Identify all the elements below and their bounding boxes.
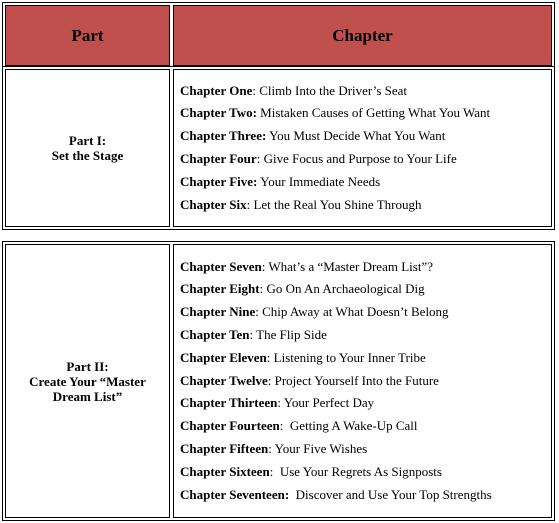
chapter-label: Chapter Six	[180, 196, 247, 212]
chapter-title: Mistaken Causes of Getting What You Want	[256, 105, 491, 121]
chapter-label: Chapter Sixteen	[180, 463, 270, 479]
chapter-label: Chapter Four	[180, 151, 257, 166]
chapter-label: Chapter Nine	[180, 304, 256, 320]
chapter-title: Discover and Use Your Top Strengths	[289, 486, 492, 502]
chapter-title: Your Perfect Day	[281, 395, 375, 411]
header-row	[5, 5, 552, 66]
chapter-item	[180, 370, 551, 393]
chapter-item	[180, 392, 551, 415]
chapter-separator: :	[279, 418, 284, 434]
part-two-title	[5, 244, 170, 518]
chapter-title: What’s a “Master Dream List”?	[265, 258, 433, 274]
chapter-item	[180, 171, 551, 194]
chapter-separator: :	[267, 372, 272, 388]
chapter-item	[180, 301, 551, 324]
chapter-item	[180, 484, 551, 507]
chapter-separator: :	[249, 327, 254, 342]
chapter-title: Let the Real You Shine Through	[250, 196, 422, 212]
chapter-title: Climb Into the Driver’s Seat	[255, 82, 408, 98]
chapter-item	[180, 461, 551, 484]
header-chapter: Chapter	[173, 5, 552, 66]
chapter-separator: :	[277, 395, 282, 411]
chapter-title: Use Your Regrets As Signposts	[273, 463, 442, 479]
chapter-label: Chapter One	[180, 82, 253, 98]
chapter-item	[180, 324, 551, 347]
chapter-label: Chapter Ten	[180, 327, 250, 342]
chapter-title: Your Immediate Needs	[257, 173, 381, 189]
chapter-separator: :	[256, 151, 261, 166]
chapter-item	[180, 125, 551, 148]
chapter-label: Chapter Three:	[180, 128, 267, 144]
chapter-title: Getting A Wake-Up Call	[283, 418, 418, 434]
chapter-label: Chapter Eleven	[180, 349, 267, 365]
chapter-label: Chapter Fourteen	[180, 418, 280, 434]
chapter-label: Chapter Seventeen:	[180, 486, 290, 502]
part-two-title-line3: Dream List”	[52, 388, 123, 404]
part-two-title-line1: Part II:	[66, 358, 109, 374]
chapter-item	[180, 80, 551, 103]
chapter-separator: :	[246, 196, 251, 212]
chapter-separator: :	[255, 304, 259, 320]
chapter-item	[180, 415, 551, 438]
part-two-table	[2, 241, 555, 521]
part-one-title-line2: Set the Stage	[51, 148, 124, 163]
part-one-title-line1: Part I:	[68, 133, 107, 148]
chapter-label: Chapter Thirteen	[180, 395, 278, 411]
chapter-separator: :	[252, 82, 256, 98]
chapter-item	[180, 347, 551, 370]
chapter-title: Chip Away at What Doesn’t Belong	[258, 304, 449, 320]
part-one-table	[2, 66, 555, 230]
chapter-label: Chapter Two:	[180, 105, 257, 121]
chapter-item	[180, 148, 551, 171]
chapter-label: Chapter Fifteen	[180, 440, 269, 456]
part-two-chapter-list	[173, 244, 552, 518]
chapter-separator: :	[268, 440, 272, 456]
chapter-label: Chapter Seven	[180, 258, 262, 274]
chapter-item	[180, 278, 551, 301]
chapter-item	[180, 194, 551, 217]
header-part: Part	[5, 5, 170, 66]
chapter-separator: :	[259, 281, 264, 297]
part-two-row	[5, 244, 552, 518]
part-one-chapter-list	[173, 69, 552, 227]
chapter-title: Listening to Your Inner Tribe	[270, 349, 426, 365]
chapter-title: Go On An Archaeological Dig	[263, 281, 425, 297]
part-one-title	[5, 69, 170, 227]
header-table	[2, 2, 555, 69]
chapter-item	[180, 256, 551, 279]
chapter-title: Give Focus and Purpose to Your Life	[260, 151, 457, 166]
chapter-separator: :	[266, 349, 271, 365]
chapter-separator: :	[261, 258, 266, 274]
chapter-label: Chapter Twelve	[180, 372, 268, 388]
chapter-item	[180, 102, 551, 125]
chapter-item	[180, 438, 551, 461]
chapter-title: Your Five Wishes	[271, 440, 368, 456]
chapter-title: The Flip Side	[253, 327, 327, 342]
chapter-label: Chapter Eight	[180, 281, 260, 297]
chapter-title: You Must Decide What You Want	[266, 128, 446, 144]
part-two-title-line2: Create Your “Master	[29, 373, 146, 389]
chapter-label: Chapter Five:	[180, 173, 258, 189]
chapter-title: Project Yourself Into the Future	[271, 372, 439, 388]
chapter-separator: :	[269, 463, 274, 479]
part-one-row	[5, 69, 552, 227]
